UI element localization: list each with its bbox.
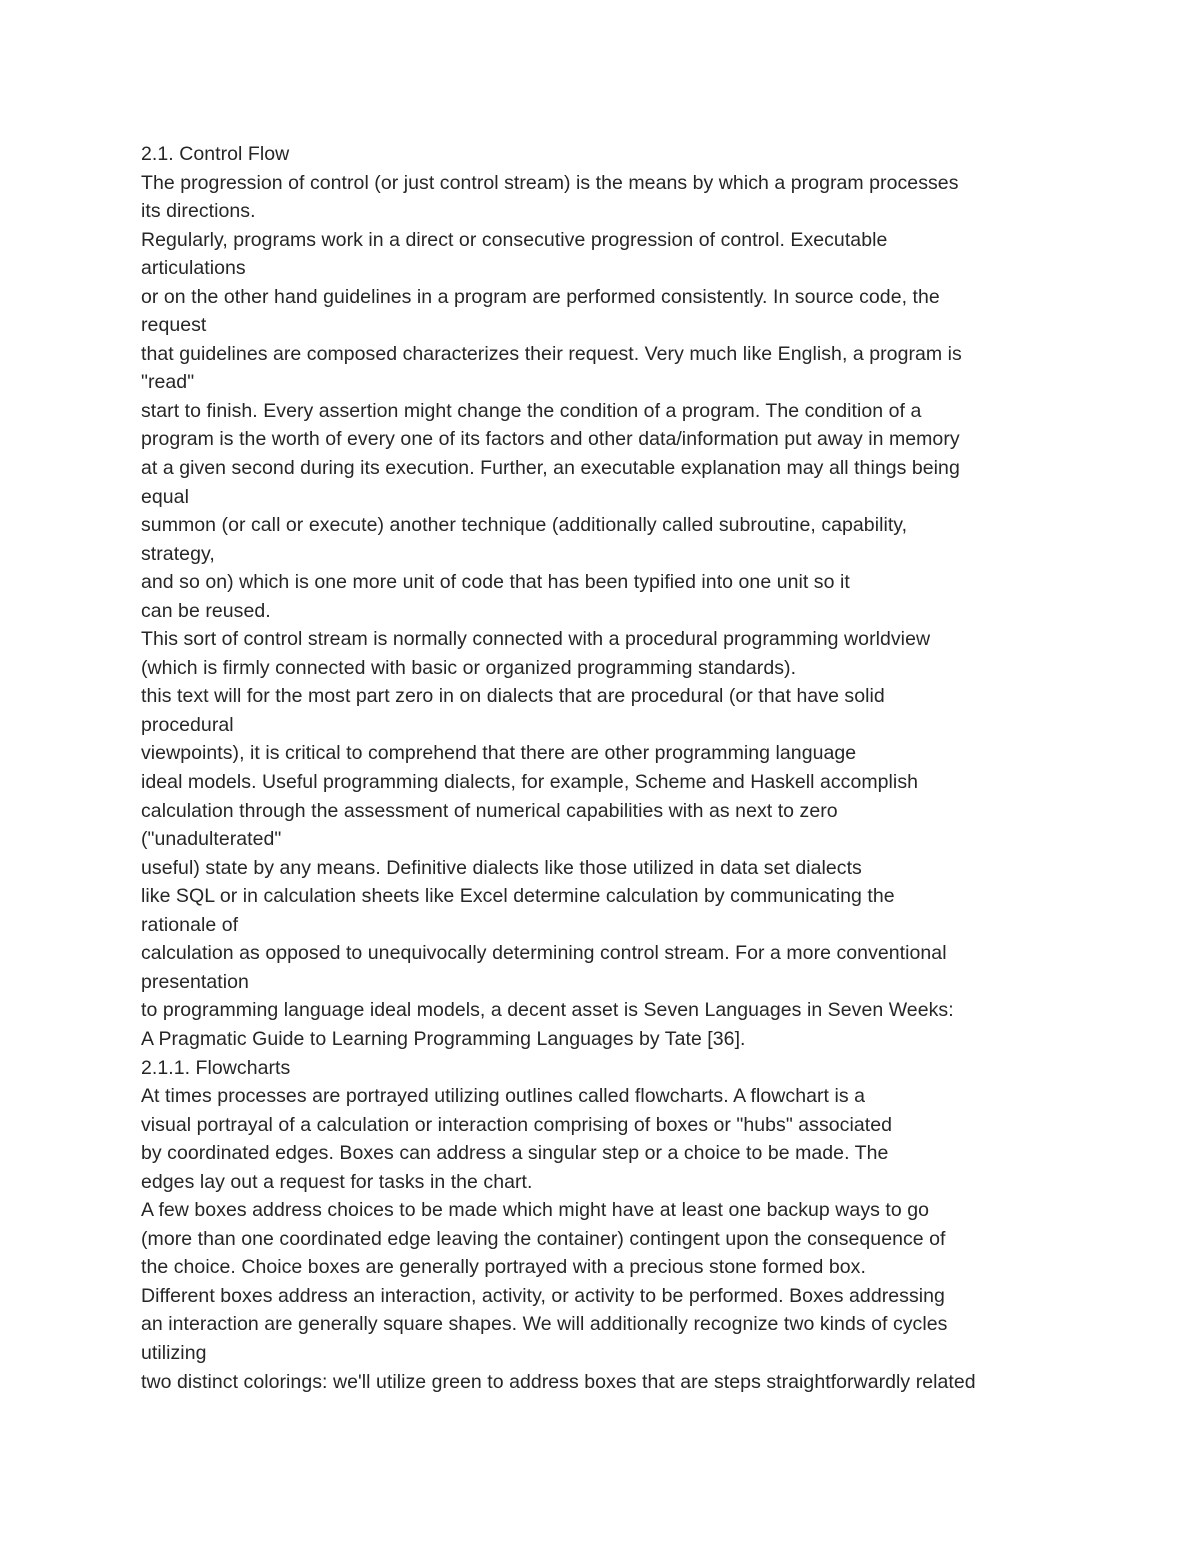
text-line: two distinct colorings: we'll utilize green to address boxes that are steps straightforwardly related xyxy=(141,1370,976,1393)
subsection-heading: 2.1.1. Flowcharts xyxy=(141,1056,291,1079)
text-line: program is the worth of every one of its factors and other data/information put away in memory xyxy=(141,428,960,451)
text-line: like SQL or in calculation sheets like Excel determine calculation by communicating the xyxy=(141,885,895,908)
text-line: at a given second during its execution. Further, an executable explanation may all things being xyxy=(141,457,960,480)
text-line: (which is firmly connected with basic or organized programming standards). xyxy=(141,656,797,679)
text-line: This sort of control stream is normally connected with a procedural programming worldview xyxy=(141,628,931,651)
text-line: this text will for the most part zero in on dialects that are procedural (or that have solid xyxy=(141,685,885,708)
text-line: Regularly, programs work in a direct or consecutive progression of control. Executable xyxy=(141,228,888,251)
text-line: A Pragmatic Guide to Learning Programming Languages by Tate [36]. xyxy=(141,1027,746,1050)
text-line: useful) state by any means. Definitive dialects like those utilized in data set dialects xyxy=(141,856,862,879)
text-line: presentation xyxy=(141,970,249,993)
text-line: its directions. xyxy=(141,200,256,223)
text-line: and so on) which is one more unit of code that has been typified into one unit so it xyxy=(141,571,850,594)
text-line: visual portrayal of a calculation or interaction comprising of boxes or "hubs" associated xyxy=(141,1113,893,1136)
text-line: procedural xyxy=(141,713,234,736)
document-body xyxy=(141,140,1141,1396)
text-line: to programming language ideal models, a decent asset is Seven Languages in Seven Weeks: xyxy=(141,999,954,1022)
text-line: an interaction are generally square shapes. We will additionally recognize two kinds of cycles xyxy=(141,1313,948,1336)
text-line: viewpoints), it is critical to comprehend that there are other programming language xyxy=(141,742,857,765)
text-line: summon (or call or execute) another technique (additionally called subroutine, capability, xyxy=(141,514,908,537)
text-line: utilizing xyxy=(141,1341,207,1364)
text-line: ideal models. Useful programming dialects, for example, Scheme and Haskell accomplish xyxy=(141,771,919,794)
text-line: A few boxes address choices to be made which might have at least one backup ways to go xyxy=(141,1199,930,1222)
text-line: calculation as opposed to unequivocally determining control stream. For a more conventional xyxy=(141,942,947,965)
text-line: equal xyxy=(141,485,189,508)
text-line: the choice. Choice boxes are generally portrayed with a precious stone formed box. xyxy=(141,1256,866,1279)
text-line: start to finish. Every assertion might change the condition of a program. The condition of a xyxy=(141,399,922,422)
text-line: by coordinated edges. Boxes can address a singular step or a choice to be made. The xyxy=(141,1142,889,1165)
text-line: or on the other hand guidelines in a program are performed consistently. In source code, the xyxy=(141,285,940,308)
text-line: Different boxes address an interaction, activity, or activity to be performed. Boxes addressing xyxy=(141,1284,945,1307)
text-line: edges lay out a request for tasks in the chart. xyxy=(141,1170,533,1193)
text-line: request xyxy=(141,314,207,337)
text-line: can be reused. xyxy=(141,599,271,622)
text-line: articulations xyxy=(141,257,246,280)
text-line: that guidelines are composed characterizes their request. Very much like English, a program is xyxy=(141,342,962,365)
section-heading: 2.1. Control Flow xyxy=(141,143,290,165)
text-line: ("unadulterated" xyxy=(141,828,282,851)
text-line: rationale of xyxy=(141,913,239,936)
text-line: calculation through the assessment of numerical capabilities with as next to zero xyxy=(141,799,838,822)
text-line: At times processes are portrayed utilizing outlines called flowcharts. A flowchart is a xyxy=(141,1085,866,1108)
text-line: The progression of control (or just control stream) is the means by which a program processes xyxy=(141,171,959,194)
text-line: (more than one coordinated edge leaving the container) contingent upon the consequence of xyxy=(141,1227,946,1250)
text-line: "read" xyxy=(141,371,195,394)
text-line: strategy, xyxy=(141,542,215,565)
